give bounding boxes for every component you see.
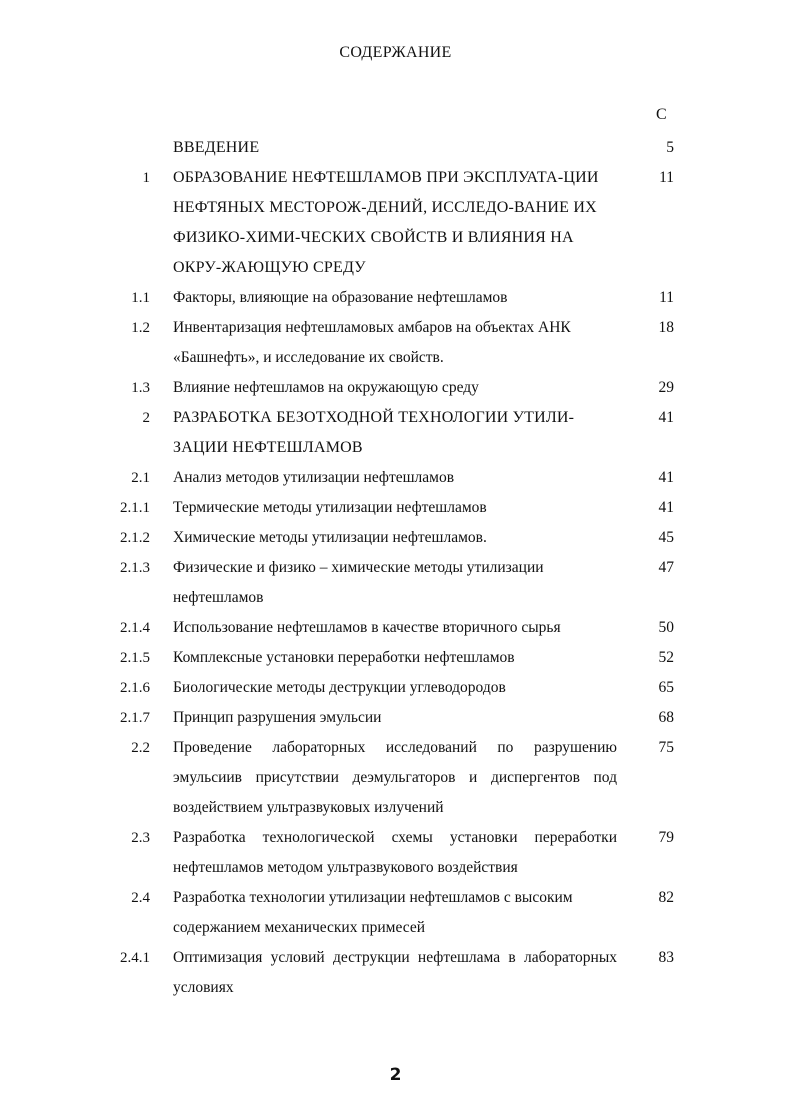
toc-entry-page: 41 (658, 409, 674, 426)
toc-entry-page: 41 (658, 499, 674, 516)
toc-entry-page: 68 (658, 709, 674, 726)
toc-entry-page: 11 (659, 289, 674, 306)
toc-entry-number: 2.3 (131, 830, 150, 846)
toc-entry-page: 75 (658, 739, 674, 756)
table-of-contents (0, 133, 791, 1003)
toc-entry-number: 2.1.6 (120, 680, 150, 696)
toc-entry (0, 493, 791, 523)
toc-entry-number: 2.1.7 (120, 710, 150, 726)
toc-entry-number: 2.1.3 (120, 560, 150, 576)
toc-entry-title: Физические и физико – химические методы утилизации нефтешламов (173, 559, 544, 606)
toc-entry (0, 703, 791, 733)
toc-entry-page: 45 (658, 529, 674, 546)
toc-entry-page: 47 (658, 559, 674, 576)
toc-entry (0, 613, 791, 643)
toc-entry (0, 523, 791, 553)
toc-entry-number: 2.1.4 (120, 620, 150, 636)
toc-entry-title: Влияние нефтешламов на окружающую среду (173, 379, 479, 396)
toc-entry-number: 2.1.1 (120, 500, 150, 516)
toc-entry-title: Проведение лабораторных исследований по разрушению эмульсиив присутствии деэмульгаторов и диспергентов под воздействием ультразвуковых излучений (173, 739, 617, 816)
toc-entry-number: 1.2 (131, 320, 150, 336)
toc-entry-title: Факторы, влияющие на образование нефтешламов (173, 289, 508, 306)
toc-entry-page: 29 (658, 379, 674, 396)
toc-entry-number: 2.4.1 (120, 950, 150, 966)
toc-entry (0, 733, 791, 823)
toc-entry-page: 18 (658, 319, 674, 336)
toc-entry (0, 313, 791, 373)
toc-entry-title: Оптимизация условий деструкции нефтешлама в лабораторных условиях (173, 949, 617, 996)
toc-entry-page: 11 (659, 169, 674, 186)
toc-entry-page: 5 (666, 139, 674, 156)
toc-entry (0, 373, 791, 403)
toc-entry (0, 463, 791, 493)
toc-entry-number: 2.1.2 (120, 530, 150, 546)
toc-entry-number: 1.3 (131, 380, 150, 396)
toc-entry-number: 2.2 (131, 740, 150, 756)
toc-entry-title: Инвентаризация нефтешламовых амбаров на объектах АНК «Башнефть», и исследование их свойств. (173, 319, 571, 366)
toc-entry-title: Разработка технологии утилизации нефтешламов с высоким содержанием механических примесей (173, 889, 573, 936)
toc-entry (0, 163, 791, 283)
toc-entry (0, 133, 791, 163)
toc-entry (0, 643, 791, 673)
toc-entry-number: 2.1 (131, 470, 150, 486)
toc-entry-title: Принцип разрушения эмульсии (173, 709, 382, 726)
toc-entry (0, 883, 791, 943)
toc-entry-title: Биологические методы деструкции углеводородов (173, 679, 506, 696)
toc-entry-page: 65 (658, 679, 674, 696)
toc-entry-number: 2.4 (131, 890, 150, 906)
toc-entry (0, 553, 791, 613)
toc-entry-number: 2.1.5 (120, 650, 150, 666)
footer-page-number: 2 (389, 1065, 402, 1085)
toc-entry-title: Анализ методов утилизации нефтешламов (173, 469, 455, 486)
page-title: СОДЕРЖАНИЕ (339, 44, 452, 61)
toc-entry (0, 403, 791, 463)
toc-entry-title: Использование нефтешламов в качестве вторичного сырья (173, 619, 561, 636)
toc-entry-page: 82 (658, 889, 674, 906)
toc-entry-page: 79 (658, 829, 674, 846)
toc-entry (0, 823, 791, 883)
toc-entry (0, 943, 791, 1003)
toc-entry-title: ОБРАЗОВАНИЕ НЕФТЕШЛАМОВ ПРИ ЭКСПЛУАТА-ЦИИ НЕФТЯНЫХ МЕСТОРОЖ-ДЕНИЙ, ИССЛЕДО-ВАНИЕ ИХ ФИЗИКО-ХИМИ-ЧЕСКИХ СВОЙСТВ И ВЛИЯНИЯ НА ОКРУ-ЖАЮЩУЮ СРЕДУ (173, 169, 599, 276)
toc-entry-title: Химические методы утилизации нефтешламов. (173, 529, 487, 546)
toc-entry-number: 2 (142, 410, 150, 426)
toc-entry-title: Разработка технологической схемы установки переработки нефтешламов методом ультразвукового воздействия (173, 829, 617, 876)
toc-entry-page: 52 (658, 649, 674, 666)
toc-entry-page: 41 (658, 469, 674, 486)
toc-entry-page: 83 (658, 949, 674, 966)
toc-entry-title: ВВЕДЕНИЕ (173, 139, 260, 156)
toc-entry-title: Комплексные установки переработки нефтешламов (173, 649, 515, 666)
toc-entry-title: РАЗРАБОТКА БЕЗОТХОДНОЙ ТЕХНОЛОГИИ УТИЛИ-ЗАЦИИ НЕФТЕШЛАМОВ (173, 409, 575, 456)
toc-entry-number: 1.1 (131, 290, 150, 306)
toc-entry (0, 673, 791, 703)
toc-entry-page: 50 (658, 619, 674, 636)
toc-entry (0, 283, 791, 313)
toc-entry-title: Термические методы утилизации нефтешламов (173, 499, 487, 516)
page-column-header: С (656, 106, 667, 123)
toc-entry-number: 1 (142, 170, 150, 186)
